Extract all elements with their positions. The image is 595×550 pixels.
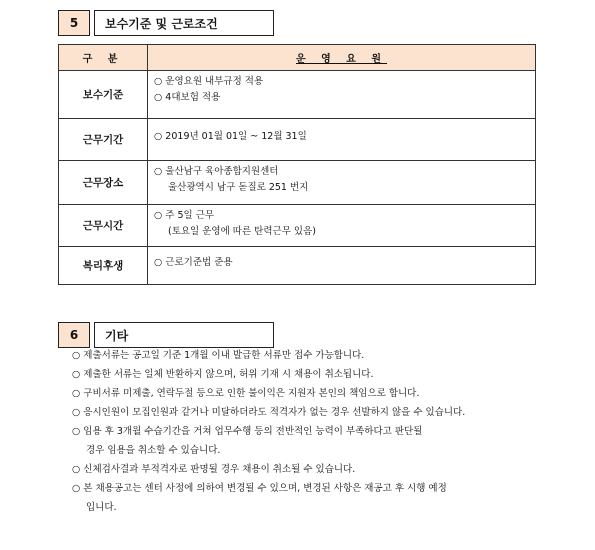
row-label: 복리후생 — [59, 247, 148, 285]
section-5-header — [58, 10, 274, 36]
conditions-table — [58, 44, 536, 285]
section-title: 보수기준 및 근로조건 — [94, 10, 274, 36]
row-label: 근무기간 — [59, 119, 148, 161]
row-label: 보수기준 — [59, 71, 148, 119]
row-content — [148, 119, 536, 161]
row-line: 울산광역시 남구 돋질로 251 번지 — [168, 182, 309, 193]
list-item: ○ 신체검사결과 부적격자로 판명될 경우 채용이 취소될 수 있습니다. — [72, 464, 356, 475]
list-item: ○ 제출서류는 공고일 기준 1개월 이내 발급한 서류만 접수 가능합니다. — [72, 350, 365, 361]
table-row — [59, 161, 536, 205]
row-content — [148, 161, 536, 205]
notes-list — [72, 346, 542, 517]
row-line: ○ 근로기준법 준용 — [154, 257, 233, 268]
header-staff: 운 영 요 원 — [148, 45, 536, 71]
list-item: ○ 구비서류 미제출, 연락두절 등으로 인한 불이익은 지원자 본인의 책임으로 합니다. — [72, 388, 420, 399]
section-title: 기타 — [94, 322, 274, 348]
list-item: ○ 응시인원이 모집인원과 같거나 미달하더라도 적격자가 없는 경우 선발하지 않을 수 있습니다. — [72, 407, 466, 418]
list-item: ○ 본 채용공고는 센터 사정에 의하여 변경될 수 있으며, 변경된 사항은 재공고 후 시행 예정 — [72, 483, 447, 494]
section-number: 5 — [58, 10, 90, 36]
row-line: ○ 주 5일 근무 — [154, 210, 215, 221]
row-content — [148, 71, 536, 119]
row-line: ○ 4대보험 적용 — [154, 92, 221, 103]
row-content — [148, 247, 536, 285]
row-line: ○ 울산남구 육아종합지원센터 — [154, 166, 279, 177]
table-row — [59, 119, 536, 161]
table-row — [59, 247, 536, 285]
row-label: 근무장소 — [59, 161, 148, 205]
table-row — [59, 71, 536, 119]
section-number: 6 — [58, 322, 90, 348]
header-category: 구 분 — [59, 45, 148, 71]
table-header-row — [59, 45, 536, 71]
row-line: (토요일 운영에 따른 탄력근무 있음) — [168, 226, 316, 237]
table-row — [59, 205, 536, 247]
row-line: ○ 2019년 01월 01일 ~ 12월 31일 — [154, 131, 307, 142]
list-item: ○ 임용 후 3개월 수습기간을 거쳐 업무수행 등의 전반적인 능력이 부족하다고 판단될 — [72, 426, 423, 437]
list-item-continuation: 경우 임용을 취소할 수 있습니다. — [86, 445, 221, 456]
list-item: ○ 제출한 서류는 일체 반환하지 않으며, 허위 기재 시 채용이 취소됩니다. — [72, 369, 374, 380]
section-6-header — [58, 322, 274, 348]
row-label: 근무시간 — [59, 205, 148, 247]
row-line: ○ 운영요원 내부규정 적용 — [154, 76, 264, 87]
list-item-continuation: 입니다. — [86, 502, 117, 513]
row-content — [148, 205, 536, 247]
